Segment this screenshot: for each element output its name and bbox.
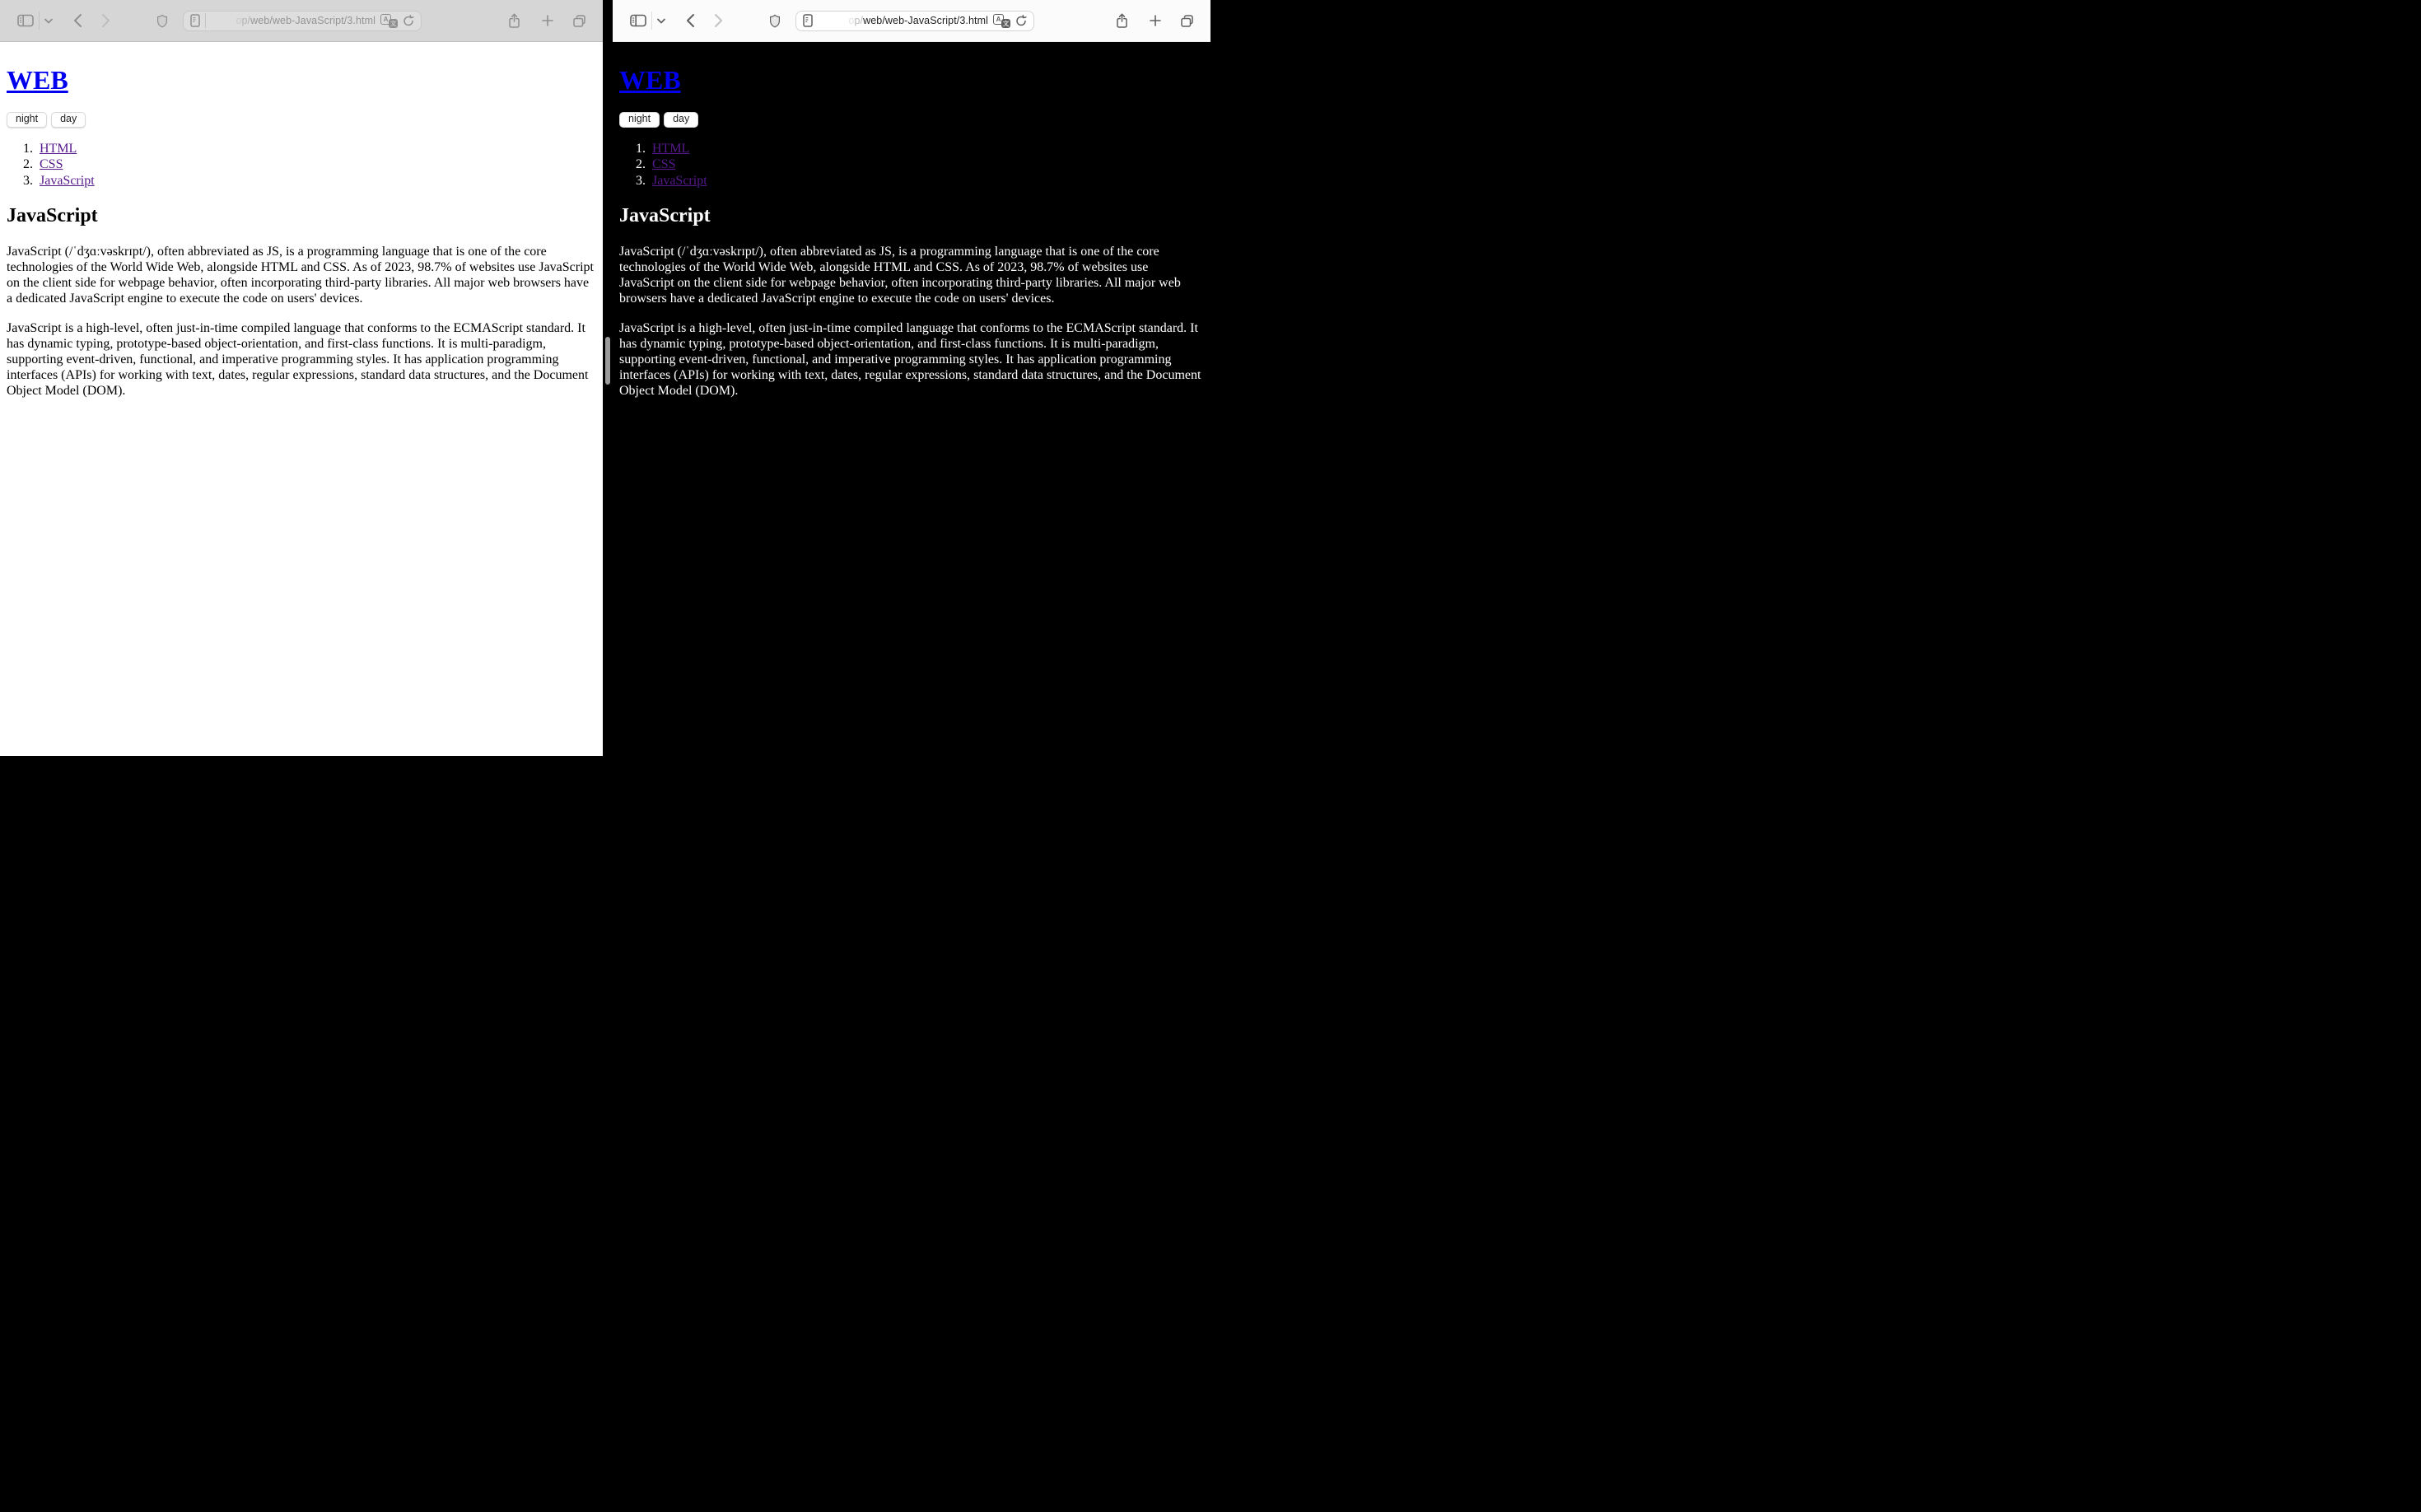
night-button[interactable]: night — [7, 112, 47, 128]
privacy-report-button[interactable] — [768, 14, 781, 28]
list-marker: 2. — [23, 157, 33, 172]
translate-icon: A 文 — [993, 14, 1010, 28]
translate-button[interactable] — [380, 14, 398, 28]
chevron-right-icon — [101, 13, 110, 28]
address-separator — [205, 13, 206, 28]
theme-buttons-row — [7, 112, 596, 128]
list-item — [7, 156, 596, 173]
web-page-light — [0, 42, 603, 756]
chevron-down-icon — [657, 18, 665, 24]
list-marker: 2. — [636, 157, 646, 172]
back-button[interactable] — [73, 13, 82, 28]
toolbar-separator — [39, 12, 40, 30]
site-title-link[interactable]: WEB — [619, 65, 681, 95]
reader-icon[interactable] — [190, 14, 200, 27]
chevron-left-icon — [686, 13, 695, 28]
article-heading: JavaScript — [7, 205, 98, 227]
tab-overview-button[interactable] — [572, 14, 586, 28]
list-item — [619, 156, 1204, 173]
web-page-dark — [613, 42, 1210, 756]
browser-window-dark — [613, 0, 1210, 756]
tab-group-menu-button[interactable] — [44, 18, 53, 24]
html-link[interactable]: HTML — [652, 141, 690, 156]
reload-icon — [403, 15, 414, 27]
reload-button[interactable] — [1015, 15, 1027, 27]
list-item — [619, 141, 1204, 157]
paragraph: JavaScript (/ˈdʒɑːvəskrɪpt/), often abbreviated as JS, is a programming language that is one of the core technologies of the World Wide Web, alongside HTML and CSS. As of 2023, 98.7% of websites use JavaScript on the client side for webpage behavior, often incorporating third-party libraries. All major web browsers have a dedicated JavaScript engine to execute the code on users' devices. — [619, 244, 1181, 306]
browser-toolbar — [613, 0, 1210, 42]
toolbar-separator — [651, 12, 652, 30]
share-button[interactable] — [1116, 13, 1128, 29]
tab-group-menu-button[interactable] — [657, 18, 665, 24]
url-text: op/web/web-JavaScript/3.html — [236, 15, 376, 26]
split-view-divider-handle[interactable] — [605, 337, 610, 385]
back-button[interactable] — [686, 13, 695, 28]
site-heading — [7, 66, 596, 95]
paragraph: JavaScript is a high-level, often just-in-time compiled language that conforms to the ECMAScript standard. It has dynamic typing, prototype-based object-orientation, and first-class functions. It is multi-paradigm, supporting event-driven, functional, and imperative programming styles. It has application programming interfaces (APIs) for working with text, dates, regular expressions, standard data structures, and the Document Object Model (DOM). — [7, 320, 589, 399]
site-heading — [619, 66, 1204, 95]
tabs-icon — [572, 14, 586, 28]
site-title-link[interactable]: WEB — [7, 65, 68, 95]
javascript-link[interactable]: JavaScript — [40, 173, 95, 188]
list-marker: 3. — [23, 173, 33, 188]
address-bar[interactable] — [183, 11, 422, 31]
forward-button[interactable] — [714, 13, 723, 28]
share-button[interactable] — [508, 13, 520, 29]
css-link[interactable]: CSS — [652, 157, 676, 172]
share-icon — [508, 13, 520, 29]
shield-icon — [156, 14, 169, 28]
browser-toolbar — [0, 0, 603, 42]
address-bar[interactable] — [795, 11, 1034, 31]
list-marker: 1. — [636, 141, 646, 156]
tab-overview-button[interactable] — [1180, 14, 1194, 28]
paragraph: JavaScript (/ˈdʒɑːvəskrɪpt/), often abbreviated as JS, is a programming language that is one of the core technologies of the World Wide Web, alongside HTML and CSS. As of 2023, 98.7% of websites use JavaScript on the client side for webpage behavior, often incorporating third-party libraries. All major web browsers have a dedicated JavaScript engine to execute the code on users' devices. — [7, 244, 594, 306]
theme-buttons-row — [619, 112, 1204, 128]
css-link[interactable]: CSS — [40, 157, 63, 172]
article-heading: JavaScript — [619, 205, 711, 227]
list-item — [7, 141, 596, 157]
reload-icon — [1015, 15, 1027, 27]
paragraph: JavaScript is a high-level, often just-in-time compiled language that conforms to the ECMAScript standard. It has dynamic typing, prototype-based object-orientation, and first-class functions. It is multi-paradigm, supporting event-driven, functional, and imperative programming styles. It has application programming interfaces (APIs) for working with text, dates, regular expressions, standard data structures, and the Document Object Model (DOM). — [619, 320, 1201, 399]
day-button[interactable]: day — [51, 112, 86, 128]
shield-icon — [768, 14, 781, 28]
sidebar-icon — [17, 14, 34, 27]
plus-icon — [1150, 15, 1161, 26]
split-view-divider — [603, 0, 613, 756]
sidebar-icon — [630, 14, 646, 27]
split-view-screen — [0, 0, 1210, 756]
forward-button[interactable] — [101, 13, 110, 28]
translate-button[interactable] — [993, 14, 1010, 28]
list-marker: 3. — [636, 173, 646, 188]
javascript-link[interactable]: JavaScript — [652, 173, 707, 188]
html-link[interactable]: HTML — [40, 141, 77, 156]
list-item — [619, 173, 1204, 189]
day-button[interactable]: day — [664, 112, 698, 128]
chevron-right-icon — [714, 13, 723, 28]
sidebar-toggle-button[interactable] — [17, 14, 34, 27]
tabs-icon — [1180, 14, 1194, 28]
list-item — [7, 173, 596, 189]
new-tab-button[interactable] — [1150, 15, 1161, 26]
share-icon — [1116, 13, 1128, 29]
privacy-report-button[interactable] — [156, 14, 169, 28]
url-text: op/web/web-JavaScript/3.html — [848, 15, 988, 26]
chevron-left-icon — [73, 13, 82, 28]
night-button[interactable]: night — [619, 112, 660, 128]
new-tab-button[interactable] — [542, 15, 553, 26]
reload-button[interactable] — [403, 15, 414, 27]
browser-window-light — [0, 0, 603, 756]
translate-icon: A 文 — [380, 14, 398, 28]
nav-list — [7, 141, 596, 189]
chevron-down-icon — [44, 18, 53, 24]
nav-list — [619, 141, 1204, 189]
sidebar-toggle-button[interactable] — [630, 14, 646, 27]
reader-icon[interactable] — [803, 14, 813, 27]
plus-icon — [542, 15, 553, 26]
list-marker: 1. — [23, 141, 33, 156]
